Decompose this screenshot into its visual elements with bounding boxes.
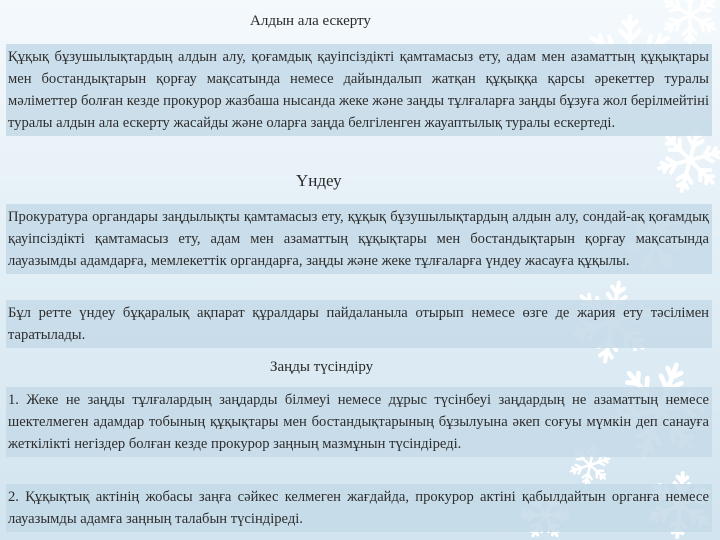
paragraph-text: Құқық бұзушылықтардың алдын алу, қоғамдық қауіпсіздікті қамтамасыз ету, адам мен азаматтың құқықтары мен бостандықтарын қорғау мақсатында немесе дайындалып жатқан құқыққа қарсы әрекеттер туралы мәліметтер болған кезде прокурор жазбаша нысанда жеке және заңды тұлғаларға заңды бұзуға жол берілмейтіні туралы алдын ала ескерту жасайды және оларға заңда белгіленген жауаптылық туралы ескертеді. xyxy=(8,49,709,131)
section-heading-appeal: Үндеу xyxy=(296,171,342,190)
paragraph-warning xyxy=(6,44,712,136)
slide-title: Алдын ала ескерту xyxy=(250,13,371,29)
paragraph-text: 2. Құқықтық актінің жобасы заңға сәйкес келмеген жағдайда, прокурор актіні қабылдайтын органға немесе лауазымды адамға заңның талабын түсіндіреді. xyxy=(8,489,709,527)
paragraph-explanation-1 xyxy=(6,387,712,457)
paragraph-text: Прокуратура органдары заңдылықты қамтамасыз ету, құқық бұзушылықтардың алдын алу, сондай-ақ қоғамдық қауіпсіздікті қамтамасыз ету, адам мен азаматтың құқықтары мен бостандықтарын қорғау мақсатында лауазымды адамдарға, мемлекеттік органдарға, заңды және жеке тұлғаларға үндеу жасауға құқылы. xyxy=(8,209,709,269)
section-heading-explanation: Заңды түсіндіру xyxy=(270,359,374,375)
paragraph-explanation-2 xyxy=(6,484,712,532)
paragraph-appeal xyxy=(6,204,712,274)
paragraph-text: 1. Жеке не заңды тұлғалардың заңдарды білмеуі немесе дұрыс түсінбеуі заңдардың не азаматтың немесе шектелмеген адамдар тобының құқықтары мен бостандықтарының бұзылуына әкеп соғуы мүмкін деп санауға жеткілікті негіздер болған кезде прокурор заңның мазмұнын түсіндіреді. xyxy=(8,392,709,452)
paragraph-text: Бұл ретте үндеу бұқаралық ақпарат құралдары пайдаланыла отырып немесе өзге де жария ету тәсілімен таратылады. xyxy=(8,305,709,343)
paragraph-dissemination xyxy=(6,300,712,348)
